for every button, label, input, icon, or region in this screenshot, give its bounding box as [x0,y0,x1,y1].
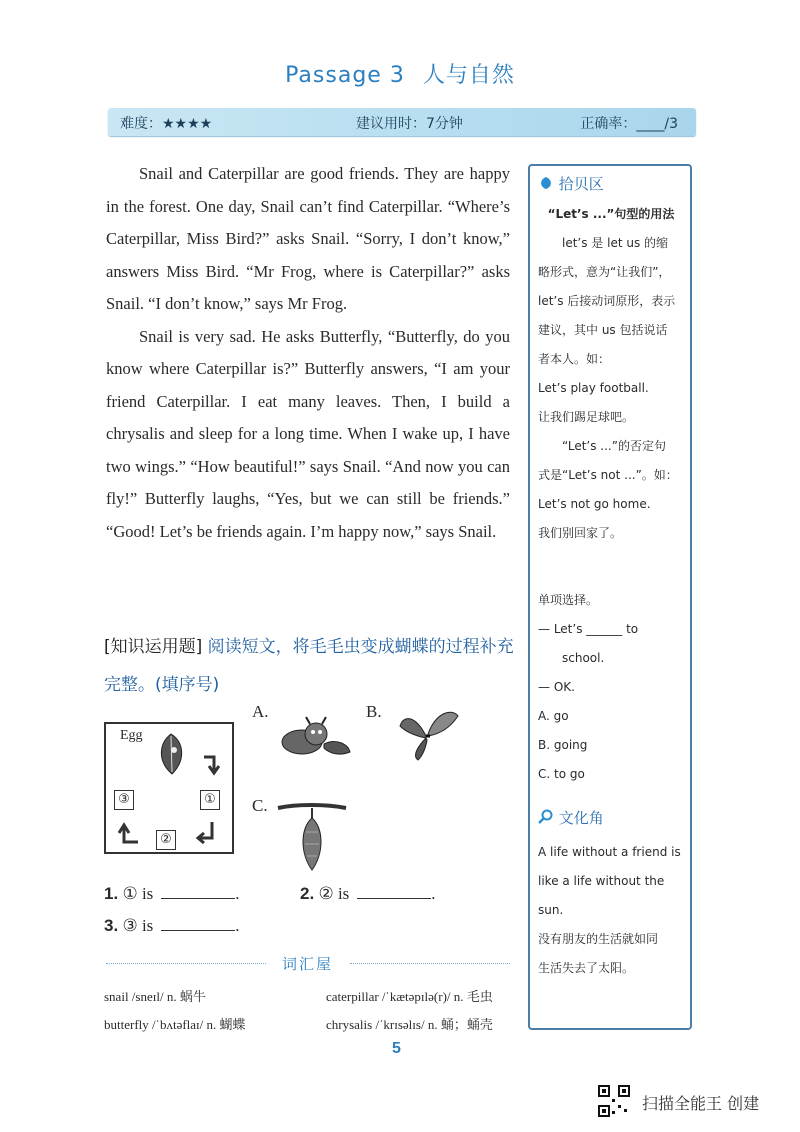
culture-note [538,838,684,983]
question-3 [104,916,240,936]
section-1-title: 拾贝区 [558,175,604,193]
page-number: 5 [392,1040,401,1057]
q1-mark: ① [122,884,138,903]
leaf-egg-icon [154,732,188,776]
culture-line: 生活失去了太阳。 [538,961,635,975]
culture-line: A life without a friend is [538,845,681,859]
vocab-item: butterfly /ˈbʌtəflaɪ/ n. 蝴蝶 [104,1017,246,1032]
vocab-item: caterpillar /ˈkætəpɪlə(r)/ n. 毛虫 [326,989,493,1004]
q2-end: . [431,884,436,903]
vocab-header [106,953,510,973]
note-line: 略形式，意为“让我们”， [538,265,671,279]
scanner-watermark [598,1085,798,1119]
magnifier-icon [538,809,554,825]
option-c-label: C. [252,796,268,815]
note-line: let’s 后接动词原形，表示 [538,294,676,308]
arrow-left-icon [196,820,218,844]
note-line: 式是“Let’s not ...”。如： [538,468,678,482]
question-1 [104,884,240,904]
caterpillar-icon [278,714,352,760]
sidebar-section-1 [538,170,604,199]
exercise-option[interactable]: B. going [538,738,588,752]
q2-blank[interactable] [357,884,431,899]
note-line: 者本人。如： [538,352,611,366]
stage-box-3: ③ [114,790,134,810]
sidebar [528,164,692,1030]
culture-line: sun. [538,903,564,917]
shell-icon [538,175,554,191]
divider [106,963,266,964]
q1-num: 1. [104,884,119,903]
qr-code-icon [598,1085,630,1117]
exercise-title: 单项选择。 [538,593,599,607]
exercise [538,586,684,789]
arrow-up-icon [118,822,140,846]
vocab-item: chrysalis /ˈkrɪsəlɪs/ n. 蛹；蛹壳 [326,1017,493,1032]
q1-text: is [141,884,154,903]
question-2 [300,884,436,904]
q3-text: is [141,916,154,935]
q2-mark: ② [318,884,334,903]
sidebar-section-2 [538,804,604,833]
butterfly-icon [396,706,462,762]
note-line: “Let’s ...”的否定句 [562,439,666,453]
exercise-line: school. [562,651,605,665]
watermark-text: 扫描全能王 创建 [642,1094,760,1113]
grammar-note [538,200,684,548]
exercise-option[interactable]: C. to go [538,767,585,781]
q2-text: is [337,884,350,903]
vocab-item: snail /sneɪl/ n. 蜗牛 [104,989,206,1004]
chrysalis-icon [276,798,348,872]
q3-end: . [235,916,240,935]
option-b-label: B. [366,702,382,721]
note-line: Let’s play football. [538,381,649,395]
paragraph: Snail is very sad. He asks Butterfly, “Butterfly, do you know where Caterpillar is?” Butterfly answers, “I am your friend Caterpillar. I eat many leaves. Then, I build a chrysalis and sleep for a long time. When I wake up, I have two wings.” “How beautiful!” says Snail. “And now you can fly!” Butterfly laughs, “Yes, but we can still be friends.” “Good! Let’s be friends again. I’m happy now,” says Snail. [106,326,510,541]
egg-label: Egg [120,728,143,743]
title-cn: 人与自然 [422,63,515,88]
task-instruction [104,628,514,704]
stage-box-1: ① [200,790,220,810]
culture-line: like a life without the [538,874,665,888]
difficulty: 难度：★★★★ [120,116,213,132]
culture-line: 没有朋友的生活就如同 [538,932,659,946]
note-line: 建议，其中 us 包括说话 [538,323,668,337]
task-tag: [知识运用题] [104,637,203,657]
stage-box-2: ② [156,830,176,850]
accuracy: 正确率：____/3 [580,116,678,132]
suggested-time: 建议用时：7分钟 [356,116,463,132]
life-cycle-diagram [104,722,234,854]
note-line: 让我们踢足球吧。 [538,410,635,424]
info-band [108,108,696,136]
q3-blank[interactable] [161,916,235,931]
q3-mark: ③ [122,916,138,935]
title-en: Passage 3 [285,63,405,88]
exercise-line: — OK. [538,680,575,694]
page-title [0,58,800,89]
vocab-title: 词汇屋 [282,955,334,973]
q2-num: 2. [300,884,315,903]
passage [106,158,510,548]
note-line: 我们别回家了。 [538,526,623,540]
option-a-label: A. [252,702,269,721]
note-line: let’s 是 let us 的缩 [562,236,669,250]
q3-num: 3. [104,916,119,935]
exercise-line: — Let’s ______ to [538,622,639,636]
paragraph: Snail and Caterpillar are good friends. They are happy in the forest. One day, Snail can’t find Caterpillar. “Where’s Caterpillar, Miss Bird?” asks Snail. “Sorry, I don’t know,” answers Miss Bird. “Mr Frog, where is Caterpillar?” asks Snail. “I don’t know,” says Mr Frog. [106,164,510,313]
q1-blank[interactable] [161,884,235,899]
grammar-title: “Let’s ...”句型的用法 [547,207,675,221]
note-line: Let’s not go home. [538,497,651,511]
arrow-down-icon [202,754,220,776]
task-text: 阅读短文，将毛毛虫变成蝴蝶的过程补充完整。(填序号) [104,637,514,695]
q1-end: . [235,884,240,903]
section-2-title: 文化角 [558,809,604,827]
exercise-option[interactable]: A. go [538,709,569,723]
divider [350,963,510,964]
